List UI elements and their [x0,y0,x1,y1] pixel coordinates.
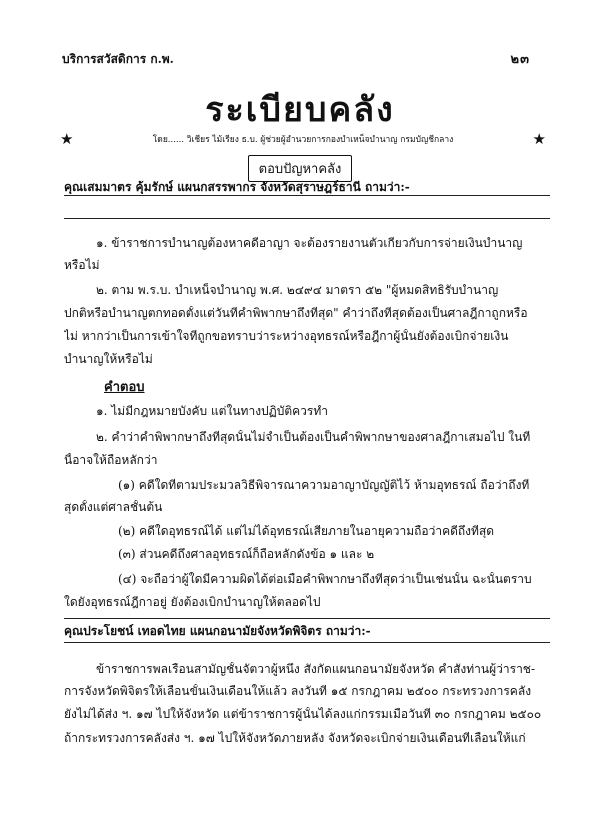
page-number: ๒๓ [510,52,530,67]
byline [60,130,546,148]
question-item: ๑. ข้าราชการบำนาญต้องหาคดีอาญา จะต้องรายงานตัวเกี่ยวกับการจ่ายเงินบำนาญ [96,236,523,250]
question-line: บำนาญให้หรือไม่ [64,352,153,366]
question-line: ไม่ หากว่าเป็นการเข้าใจที่ถูกขอทราบว่าระหว่างอุทธรณ์หรือฎีกาผู้นั้นยังต้องเบิกจ่ายเงิน [64,329,509,343]
section-title: ตอบปัญหาคลัง [248,155,353,182]
question-line: ข้าราชการพลเรือนสามัญชั้นจัตวาผู้หนึ่ง สังกัดแผนกอนามัยจังหวัด คำสั่งท่านผู้ว่าราช- [96,662,536,676]
answer-item: ๒. คำว่าคำพิพากษาถึงที่สุดนั้นไม่จำเป็นต้องเป็นคำพิพากษาของศาลฎีกาเสมอไป ในที่ [96,430,531,444]
answer-subitem: (๒) คดีใดอุทธรณ์ได้ แต่ไม่ได้อุทธรณ์เสียภายในอายุความถือว่าคดีถึงที่สุด [118,524,495,538]
star-icon: ★ [60,130,74,148]
question-line: หรือไม่ [64,258,100,272]
journal-header: บริการสวัสดิการ ก.พ. [62,52,174,66]
author-line: โดย...... วิเชียร ไม้เรียง ธ.บ. ผู้ช่วยผู้อำนวยการกองบำเหน็จบำนาญ กรมบัญชีกลาง [152,135,454,145]
answer-subitem: (๑) คดีใดที่ตามประมวลวิธีพิจารณาความอาญาบัญญัติไว้ ห้ามอุทธรณ์ ถือว่าถึงที่ [118,478,530,492]
question-line: การจังหวัดพิจิตรให้เลื่อนขั้นเงินเดือนให้แล้ว ลงวันที่ ๑๕ กรกฎาคม ๒๕๐๐ กระทรวงการคลัง [64,684,532,698]
question-item: ๒. ตาม พ.ร.บ. บำเหน็จบำนาญ พ.ศ. ๒๔๙๔ มาตรา ๕๒ "ผู้หมดสิทธิรับบำนาญ [96,283,499,297]
divider [64,618,550,619]
divider [64,218,550,219]
divider [64,642,550,643]
answer-heading: คำตอบ [104,380,145,395]
page-title: ระเบียบคลัง [205,90,395,130]
answer-subitem: (๓) ส่วนคดีถึงศาลอุทธรณ์ก็ถือหลักดังข้อ ๑ และ ๒ [118,547,375,561]
question-asker: คุณประโยชน์ เทอดไทย แผนกอนามัยจังหวัดพิจิตร ถามว่า:- [64,624,371,638]
divider [64,195,550,196]
star-icon: ★ [532,130,546,148]
question-asker: คุณเสมมาตร คุ้มรักษ์ แผนกสรรพากร จังหวัดสุราษฎร์ธานี ถามว่า:- [64,180,410,194]
answer-line: ใดยังอุทธรณ์ฎีกาอยู่ ยังต้องเบิกบำนาญให้ตลอดไป [64,595,321,609]
question-line: ปกติหรือบำนาญตกทอดตั้งแต่วันที่คำพิพากษาถึงที่สุด" คำว่าถึงที่สุดต้องเป็นศาลฎีกาถูกหรือ [64,306,528,320]
answer-line: นี้อาจให้ถือหลักว่า [64,453,158,467]
question-line: ยังไม่ได้ส่ง ฯ. ๑๗ ไปให้จังหวัด แต่ข้าราชการผู้นั้นได้ลงแก่กรรมเมื่อวันที่ ๓๐ กรกฎาคม ๒๕๐๐ [64,707,542,721]
question-line: ถ้ากระทรวงการคลังส่ง ฯ. ๑๗ ไปให้จังหวัดภายหลัง จังหวัดจะเบิกจ่ายเงินเดือนที่เลื่อนให้แก่ [64,731,526,745]
section-title-box [0,155,600,182]
answer-subitem: (๔) จะถือว่าผู้ใดมีความผิดได้ต่อเมื่อคำพิพากษาถึงที่สุดว่าเป็นเช่นนั้น ฉะนั้นตราบ [118,572,532,586]
answer-item: ๑. ไม่มีกฎหมายบังคับ แต่ในทางปฏิบัติควรทำ [96,404,328,418]
answer-line: สุดตั้งแต่ศาลชั้นต้น [64,500,163,514]
